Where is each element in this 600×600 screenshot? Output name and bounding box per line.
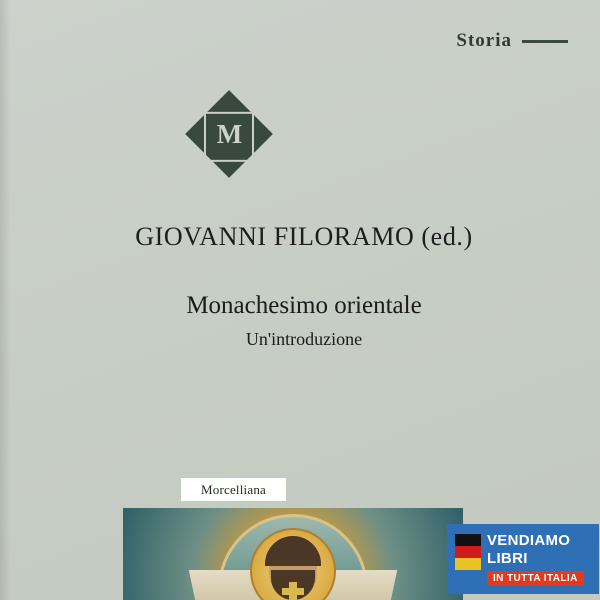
flag-icon [455, 534, 481, 570]
logo-monogram: M [216, 118, 242, 149]
promo-line-1: VENDIAMO [487, 532, 571, 549]
publisher-logo [183, 88, 275, 180]
book-title: Monachesimo orientale [186, 292, 422, 319]
promo-sticker[interactable] [447, 524, 599, 594]
title-block [0, 222, 600, 350]
cross-icon [289, 582, 297, 600]
promo-line-2: LIBRI [487, 550, 528, 567]
series-header [456, 30, 568, 52]
series-rule-decoration [522, 40, 568, 43]
cover-artwork [123, 508, 463, 600]
promo-banner: IN TUTTA ITALIA [487, 571, 584, 586]
publisher-name: Morcelliana [200, 481, 266, 497]
series-label: Storia [456, 30, 512, 51]
book-subtitle: Un'introduzione [245, 329, 363, 349]
publisher-badge [181, 478, 286, 501]
author-name: GIOVANNI FILORAMO (ed.) [135, 222, 473, 251]
